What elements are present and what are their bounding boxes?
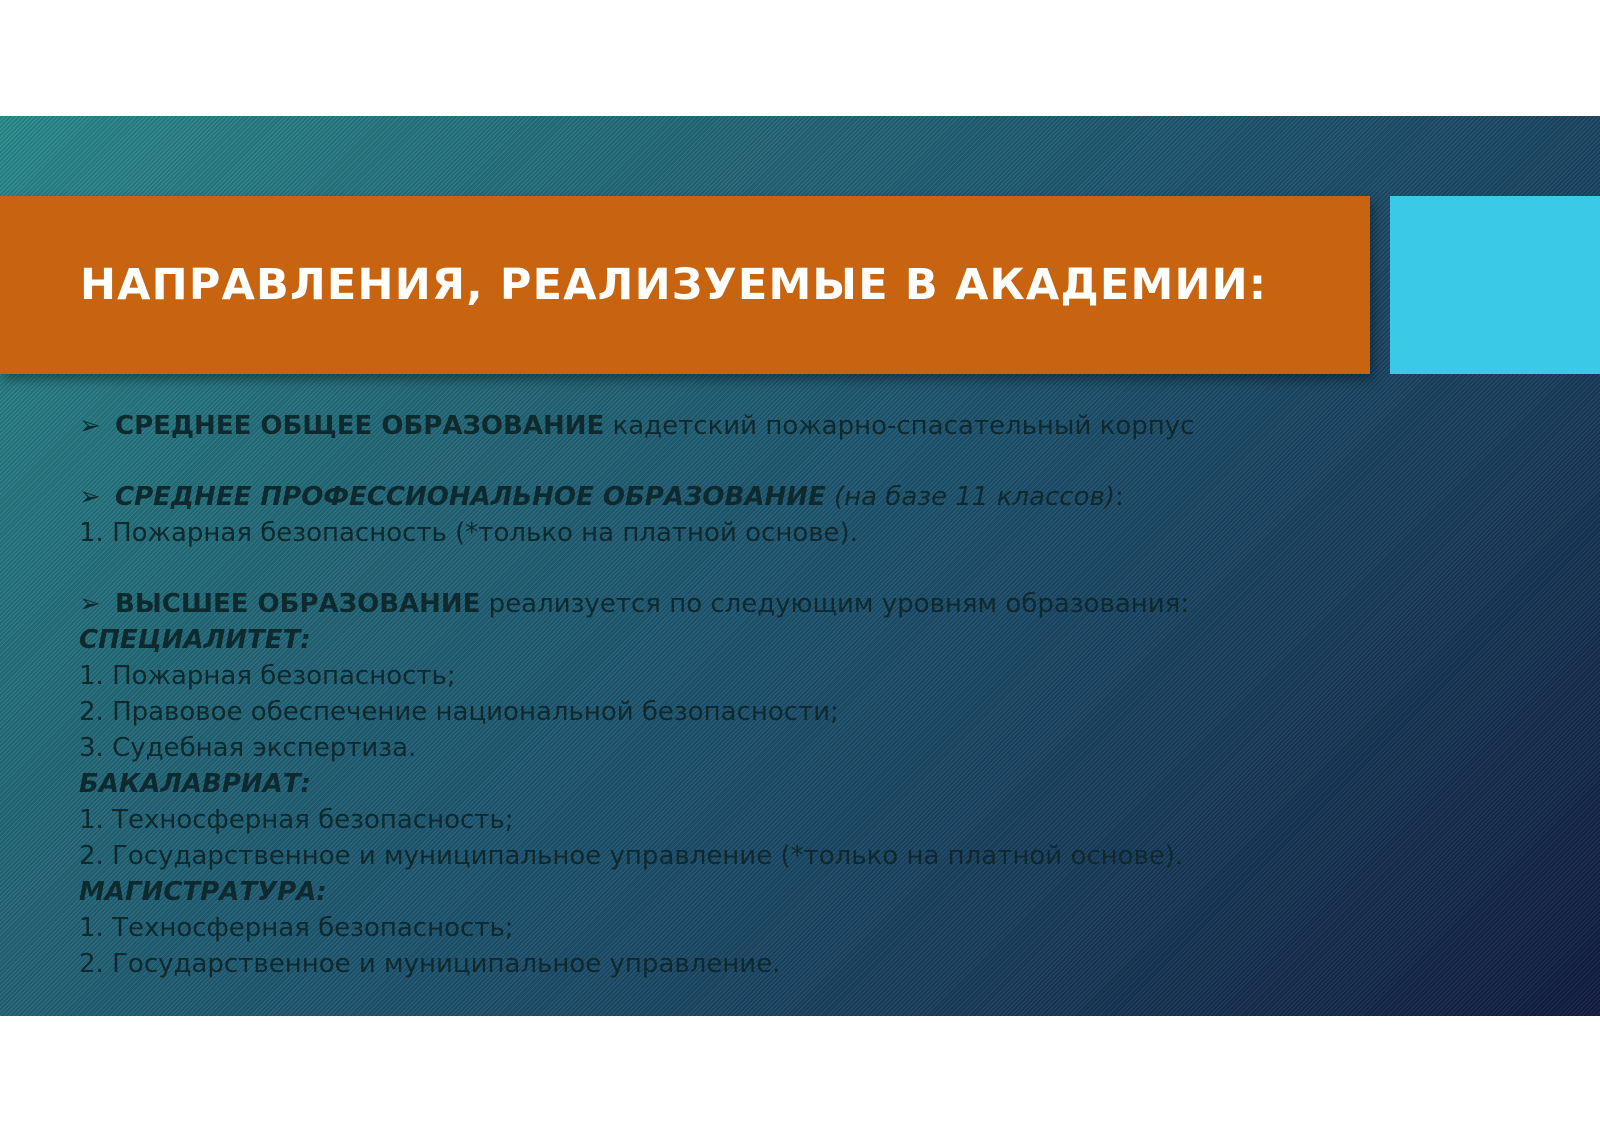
arrow-bullet-icon: ➢: [79, 589, 101, 619]
list-item: 3. Судебная экспертиза.: [79, 733, 417, 763]
arrow-bullet-icon: ➢: [79, 482, 101, 512]
section-heading: СРЕДНЕЕ ПРОФЕССИОНАЛЬНОЕ ОБРАЗОВАНИЕ: [115, 482, 826, 512]
list-item: 1. Пожарная безопасность (*только на платной основе).: [79, 518, 858, 548]
level-label-master: МАГИСТРАТУРА:: [79, 877, 327, 907]
section-text: кадетский пожарно-спасательный корпус: [604, 411, 1195, 441]
level-label-bachelor: БАКАЛАВРИАТ:: [79, 769, 311, 799]
section-heading: ВЫСШЕЕ ОБРАЗОВАНИЕ: [115, 589, 481, 619]
section-colon: :: [1114, 482, 1124, 512]
title-band: [0, 196, 1370, 374]
slide-title: НАПРАВЛЕНИЯ, РЕАЛИЗУЕМЫЕ В АКАДЕМИИ:: [80, 260, 1268, 310]
list-item: 1. Техносферная безопасность;: [79, 805, 514, 835]
section-secondary-general: [79, 408, 1559, 444]
section-heading: СРЕДНЕЕ ОБЩЕЕ ОБРАЗОВАНИЕ: [115, 411, 605, 441]
section-higher: [79, 586, 1559, 622]
list-item: 1. Пожарная безопасность;: [79, 661, 456, 691]
slide-content: [79, 408, 1559, 982]
accent-square: [1390, 196, 1600, 374]
section-secondary-professional: [79, 479, 1559, 515]
level-label-specialitet: СПЕЦИАЛИТЕТ:: [79, 625, 311, 655]
list-item: 2. Государственное и муниципальное управление (*только на платной основе).: [79, 841, 1184, 871]
list-item: 2. Правовое обеспечение национальной безопасности;: [79, 697, 839, 727]
slide: [0, 116, 1600, 1016]
arrow-bullet-icon: ➢: [79, 411, 101, 441]
list-item: 2. Государственное и муниципальное управление.: [79, 949, 781, 979]
section-text: реализуется по следующим уровням образования:: [480, 589, 1190, 619]
list-item: 1. Техносферная безопасность;: [79, 913, 514, 943]
section-note: (на базе 11 классов): [825, 482, 1115, 512]
